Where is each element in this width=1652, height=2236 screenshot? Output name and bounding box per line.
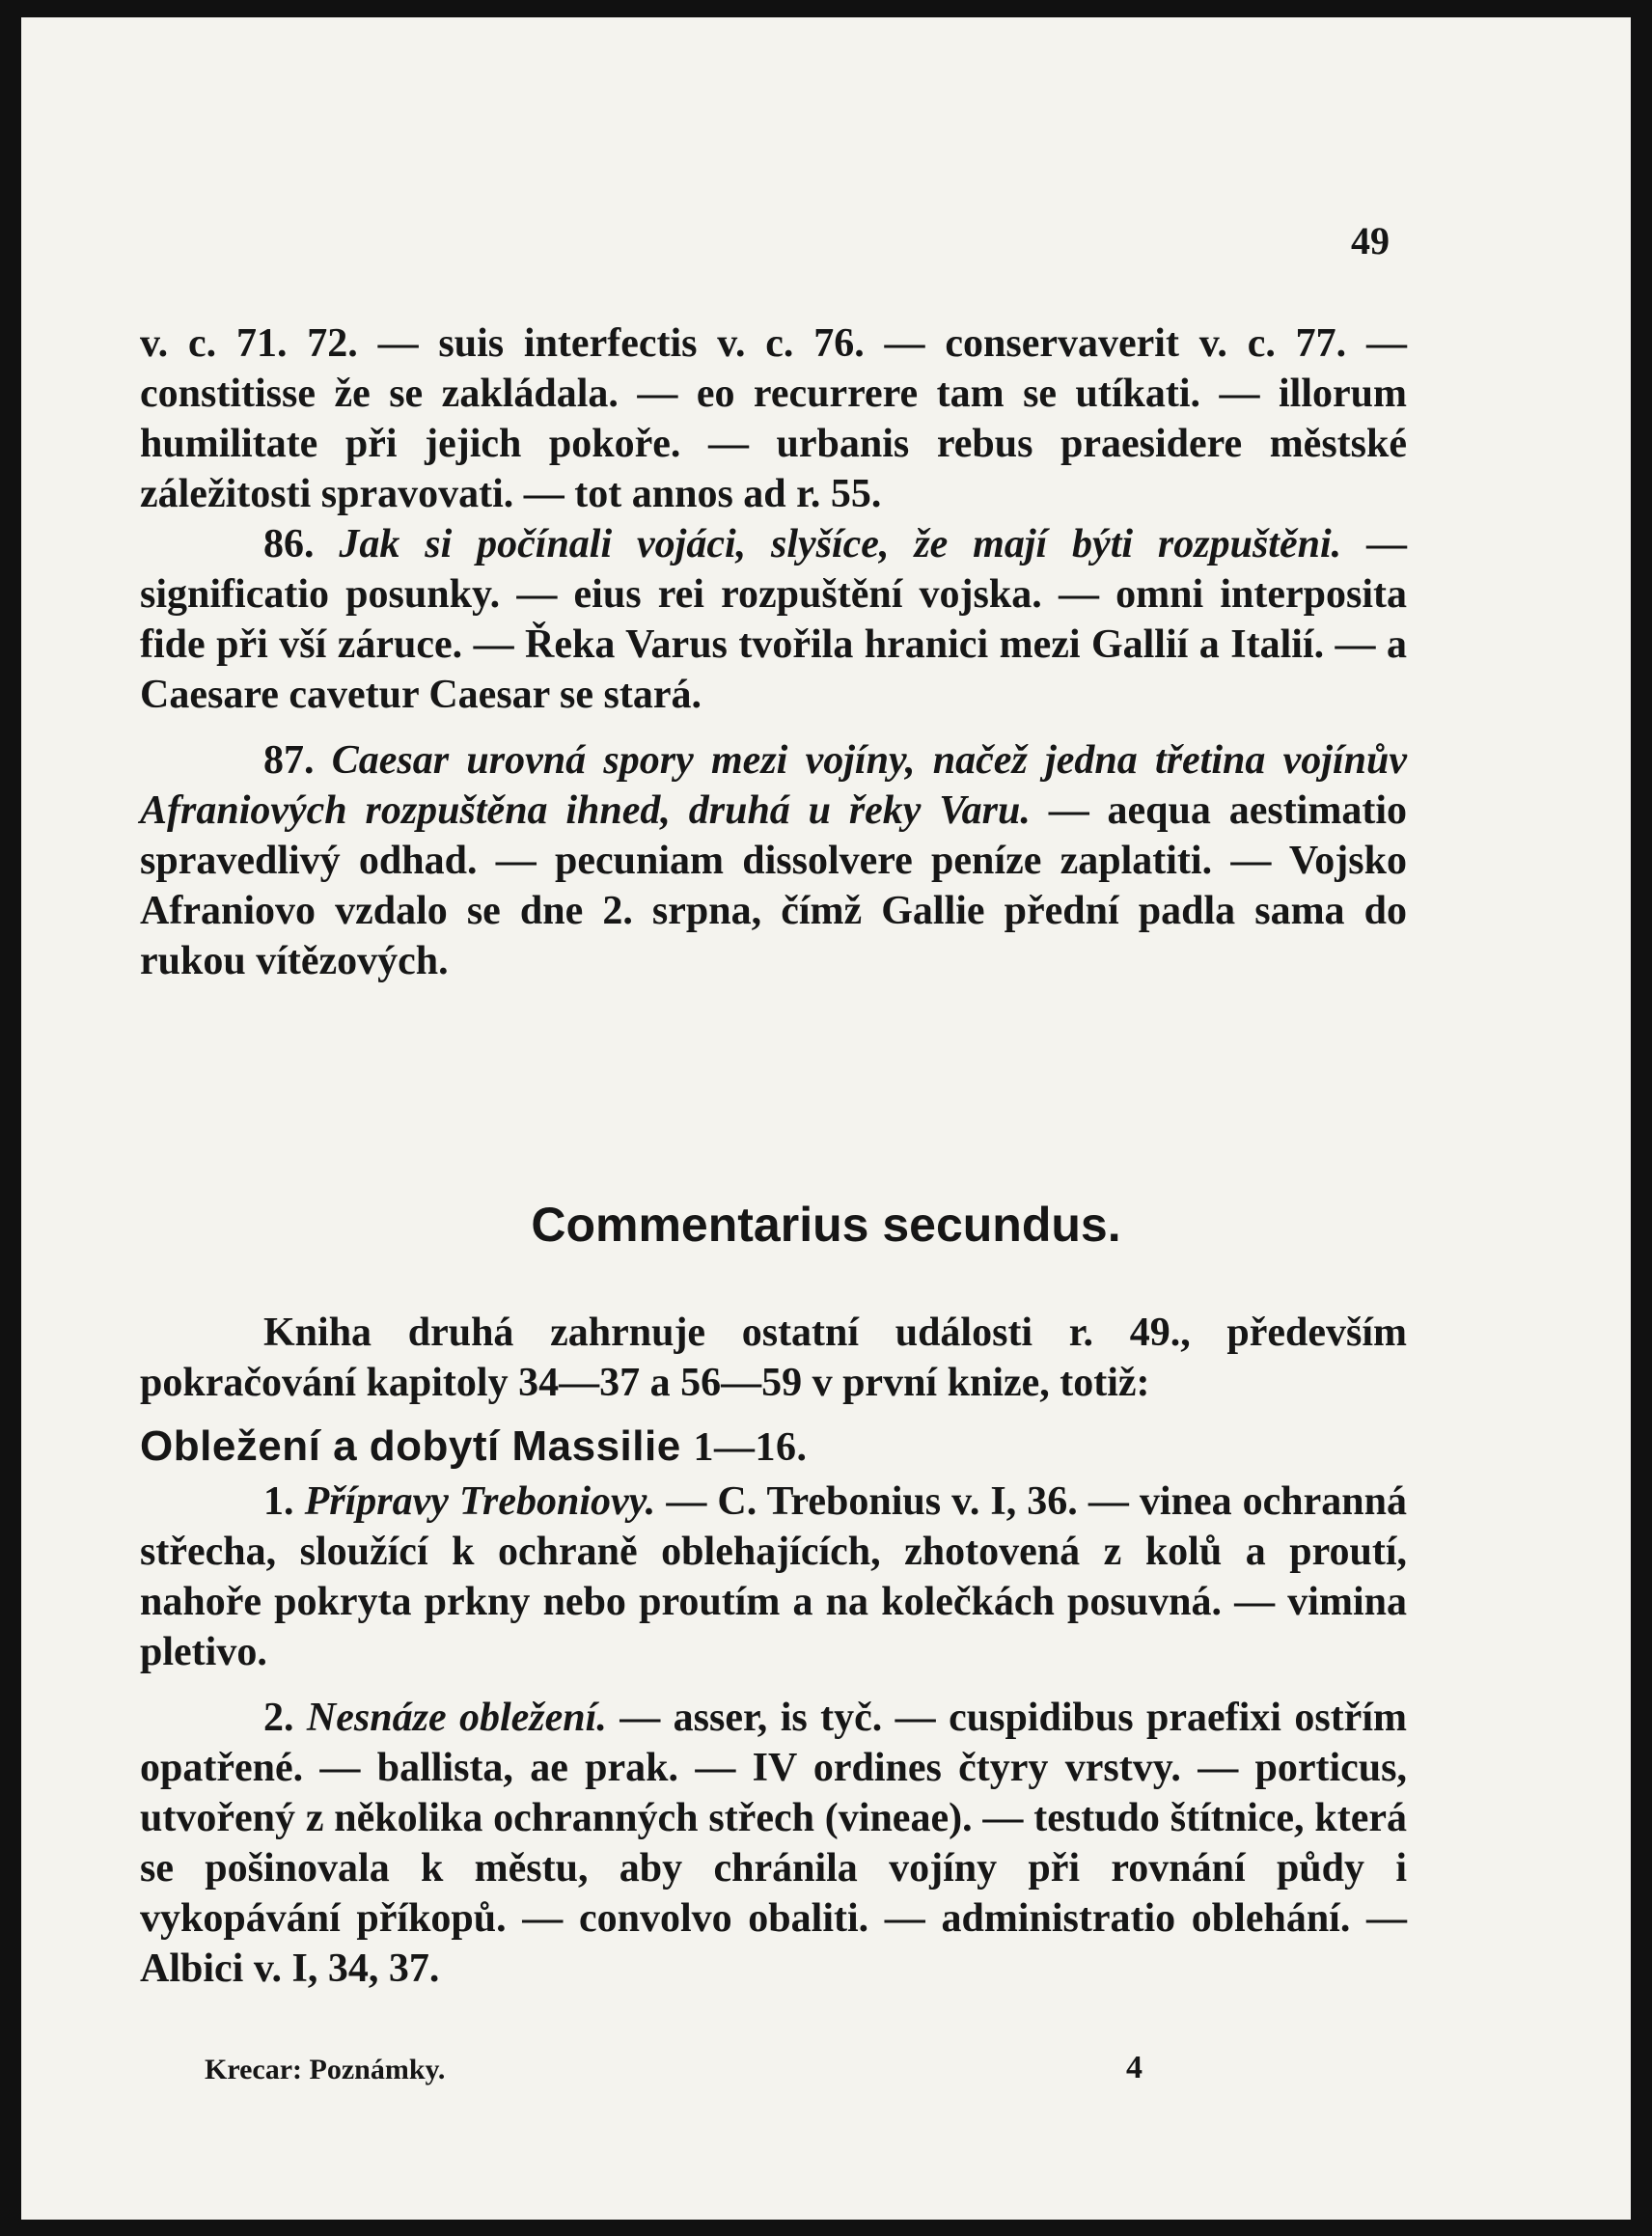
page-number: 49 (1351, 219, 1390, 262)
notes-chapter-86 (140, 519, 1407, 720)
item-notes: — asser, is tyč. — cuspidibus praefixi ostřím opatřené. — ballista, ae prak. — IV ordines čtyry vrstvy. — porticus, utvořený z několika ochranných střech (vineae). — testudo štítnice, která se pošinovala k městu, aby chránila vojíny při rovnání půdy i vykopávání příkopů. — convolvo obaliti. — administratio oblehání. — Albici v. I, 34, 37. (140, 1696, 1407, 1991)
book-page (21, 17, 1631, 2220)
chapter-number: 86. (263, 522, 315, 566)
notes-chapter-87 (140, 735, 1407, 986)
notes-item-2 (140, 1693, 1407, 1994)
item-notes: — C. Trebonius v. I, 36. — vinea ochranná střecha, sloužící k ochraně oblehajících, zhotovená z kolů a proutí, nahoře pokryta prkny nebo proutím a na kolečkách posuvná. — vimina pletivo. (140, 1479, 1408, 1674)
notes-chapter-85-end: v. c. 71. 72. — suis interfectis v. c. 76. — conservaverit v. c. 77. — constitisse že se zakládala. — eo recurrere tam se utíkati. — illorum humilitate při jejich pokoře. — urbanis rebus praesidere městské záležitosti spravovati. — tot annos ad r. 55. (140, 321, 1407, 516)
notes-item-1 (140, 1477, 1407, 1677)
item-number: 1. (263, 1479, 294, 1524)
footer-signature: 4 (1126, 2050, 1143, 2085)
notes-block-book1 (140, 318, 1407, 986)
item-number: 2. (263, 1696, 294, 1740)
subsection-heading (140, 1422, 1407, 1473)
subsection-range: 1—16. (693, 1425, 808, 1470)
book2-intro: Kniha druhá zahrnuje ostatní události r. 49., především pokračování kapitoly 34—37 a 56—59 v první knize, totiž: (140, 1311, 1407, 1405)
subsection-title: Obležení a dobytí Massilie (140, 1422, 681, 1470)
chapter-notes: — aequa aestimatio spravedlivý odhad. — pecuniam dissolvere peníze zaplatiti. — Vojsko Afraniovo vzdalo se dne 2. srpna, čímž Gallie přední padla sama do rukou vítězových. (140, 788, 1407, 983)
chapter-title: Jak si počínali vojáci, slyšíce, že mají býti rozpuštěni. (339, 522, 1342, 566)
item-title: Přípravy Treboniovy. (304, 1479, 656, 1524)
footer-author: Krecar: Poznámky. (205, 2054, 446, 2085)
notes-block-book2 (140, 1308, 1407, 1994)
section-heading: Commentarius secundus. (531, 1198, 1121, 1252)
item-title: Nesnáze obležení. (306, 1696, 607, 1740)
chapter-number: 87. (263, 738, 315, 783)
chapter-title: Caesar urovná spory mezi vojíny, načež jedna třetina vojínův Afraniových rozpuštěna ihned, druhá u řeky Varu. (140, 738, 1407, 833)
chapter-notes: — significatio posunky. — eius rei rozpuštění vojska. — omni interposita fide při vší záruce. — Řeka Varus tvořila hranici mezi Gallií a Italií. — a Caesare cavetur Caesar se stará. (140, 522, 1408, 717)
